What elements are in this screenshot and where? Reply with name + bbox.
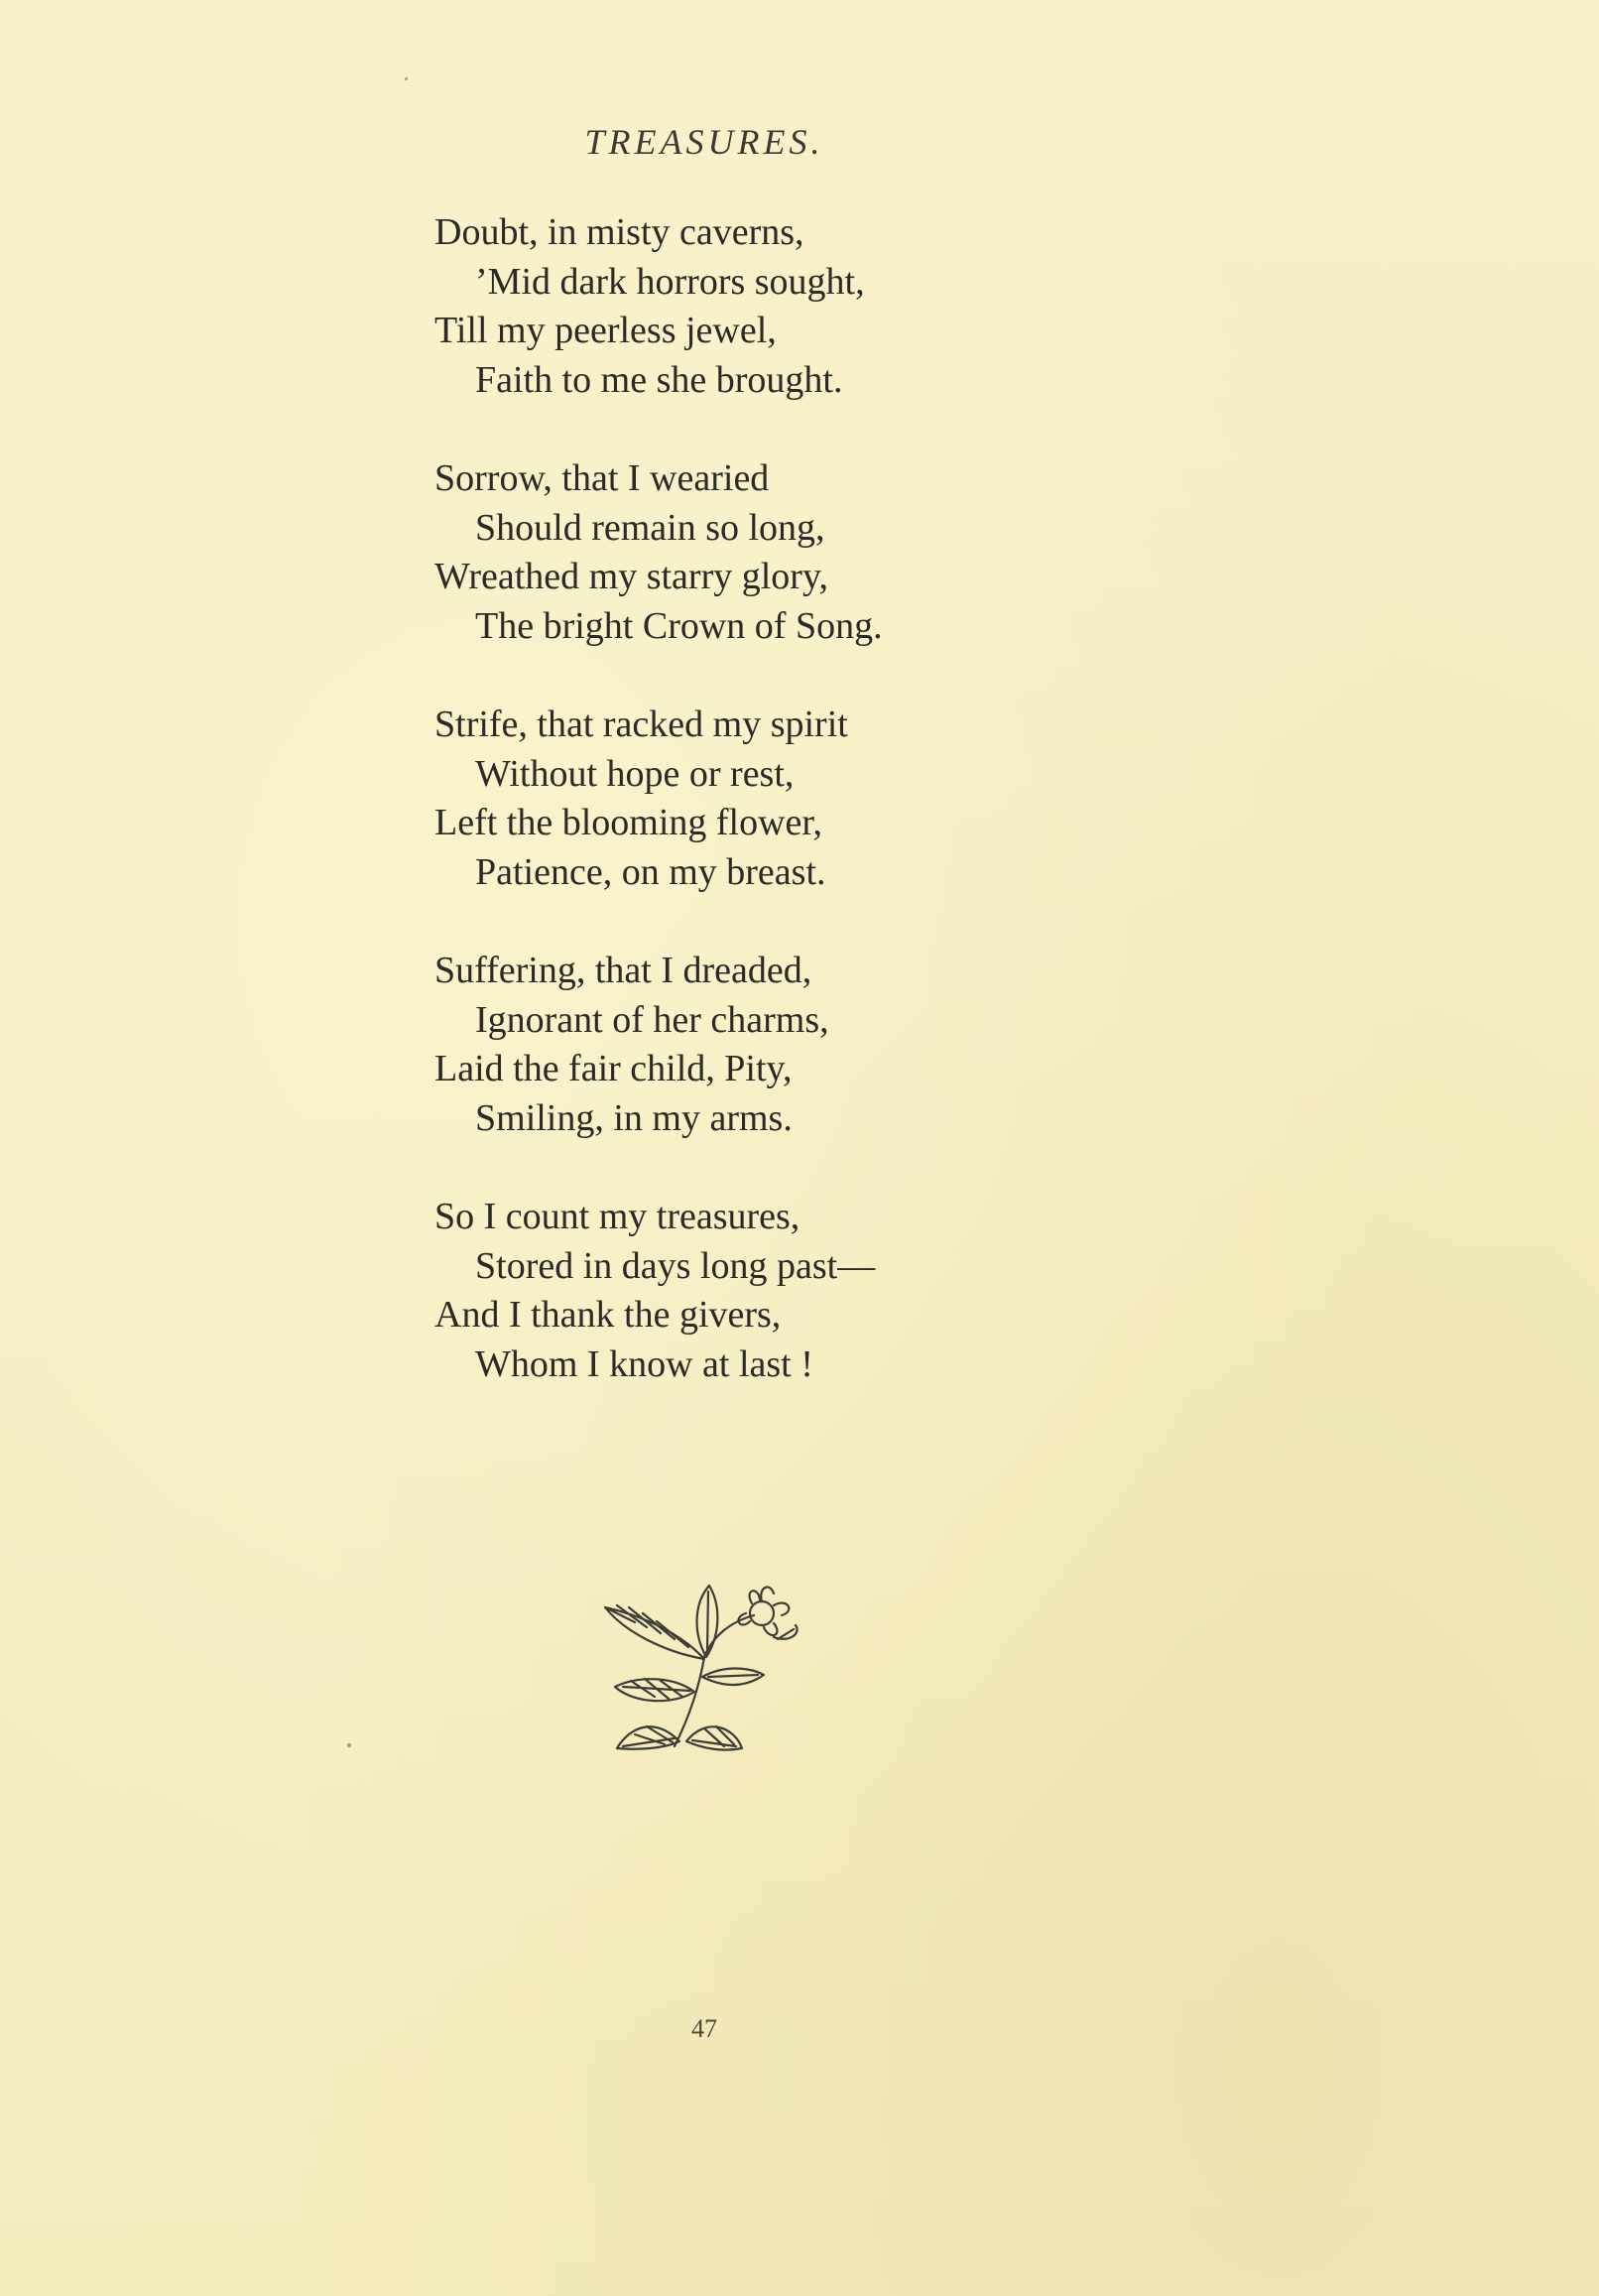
poem-line: Faith to me she brought. xyxy=(475,358,843,401)
poem-line: Sorrow, that I wearied xyxy=(434,457,770,499)
stanza-2 xyxy=(434,454,1069,651)
poem-line: Patience, on my breast. xyxy=(475,850,826,893)
flower-sprig-icon xyxy=(595,1578,813,1751)
poem-line: ’Mid dark horrors sought, xyxy=(475,260,865,303)
poem-line: Laid the fair child, Pity, xyxy=(434,1048,793,1089)
paper-speck xyxy=(405,77,408,80)
poem-line: Should remain so long, xyxy=(475,506,825,549)
poem-line: Strife, that racked my spirit xyxy=(434,703,848,745)
stanza-5 xyxy=(434,1193,1069,1389)
poem-line: Stored in days long past— xyxy=(475,1244,876,1287)
poem-title: TREASURES. xyxy=(584,122,824,162)
page-number: 47 xyxy=(691,2014,717,2043)
poem-line: The bright Crown of Song. xyxy=(475,604,883,647)
poem-line: Till my peerless jewel, xyxy=(434,310,777,351)
poem-body xyxy=(434,208,1069,1439)
poem-line: Doubt, in misty caverns, xyxy=(434,211,804,253)
poem-line: Whom I know at last ! xyxy=(475,1342,813,1385)
poem-line: Left the blooming flower, xyxy=(434,802,823,843)
paper-speck xyxy=(347,1743,351,1747)
poem-line: Smiling, in my arms. xyxy=(475,1096,793,1139)
poem-line: Without hope or rest, xyxy=(475,752,795,795)
stanza-3 xyxy=(434,701,1069,897)
stanza-4 xyxy=(434,947,1069,1143)
poem-line: And I thank the givers, xyxy=(434,1294,782,1336)
poem-line: Wreathed my starry glory, xyxy=(434,556,828,597)
poem-line: So I count my treasures, xyxy=(434,1196,800,1237)
poem-line: Ignorant of her charms, xyxy=(475,998,829,1041)
stanza-1 xyxy=(434,208,1069,405)
poem-line: Suffering, that I dreaded, xyxy=(434,950,812,991)
